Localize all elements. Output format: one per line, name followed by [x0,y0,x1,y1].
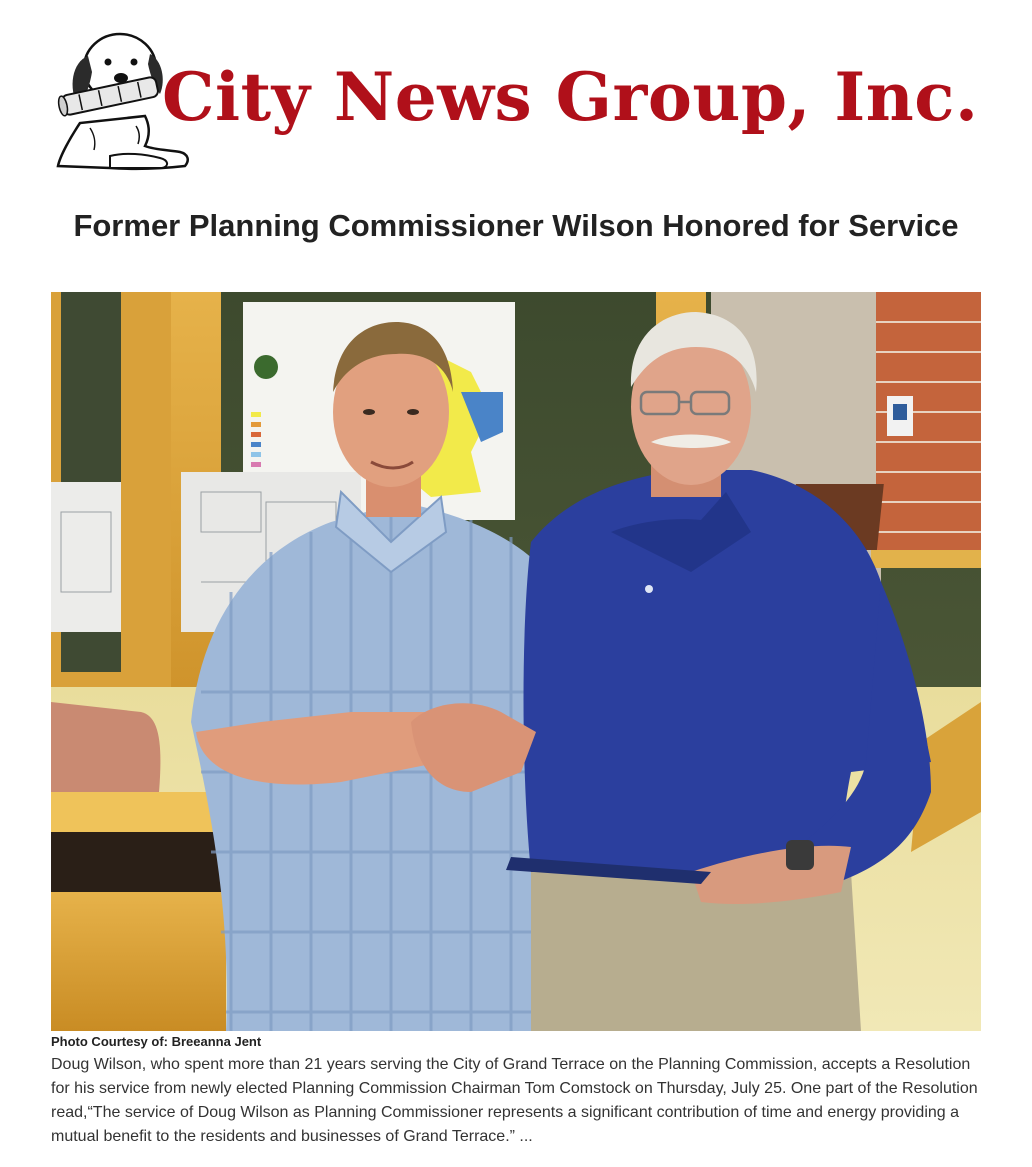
masthead [50,28,980,178]
brand-name[interactable]: City News Group, Inc. [162,58,979,136]
article-headline: Former Planning Commissioner Wilson Honored for Service [73,208,959,243]
photo-caption: Doug Wilson, who spent more than 21 years serving the City of Grand Terrace on the Planning Commission, accepts a Resolution for his service from newly elected Planning Commission Chairman Tom Comstock on Thursday, July 25. One part of the Resolution read,“The service of Doug Wilson as Planning Commissioner represents a significant contribution of time and energy providing a mutual benefit to the residents and businesses of Grand Terrace.” ... [51,1056,978,1145]
article-photo [51,292,981,1031]
photo-credit: Photo Courtesy of: Breeanna Jent [51,1034,262,1049]
